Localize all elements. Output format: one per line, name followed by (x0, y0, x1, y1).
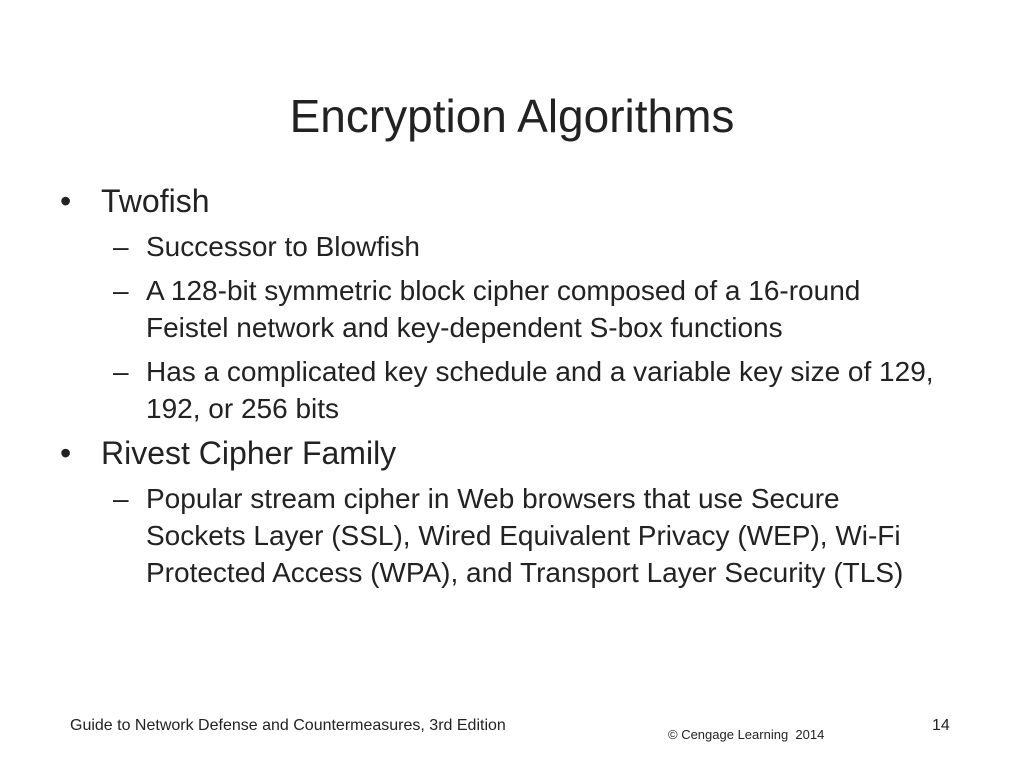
bullet-icon: • (60, 183, 72, 219)
sub-item (56, 480, 956, 591)
slide-body (56, 182, 956, 598)
dash-icon: – (113, 231, 129, 262)
sub-item (56, 228, 956, 265)
bullet-group-rivest (56, 434, 956, 591)
sub-item-text: A 128-bit symmetric block cipher composed of a 16-round Feistel network and key-dependent S-box functions (146, 275, 861, 343)
dash-icon: – (113, 483, 129, 514)
dash-icon: – (113, 356, 129, 387)
sub-item (56, 272, 956, 346)
bullet-icon: • (60, 435, 72, 471)
bullet-group-twofish (56, 182, 956, 427)
sub-item-text: Successor to Blowfish (146, 231, 420, 262)
bullet-text: Rivest Cipher Family (101, 435, 397, 471)
sub-item (56, 353, 956, 427)
dash-icon: – (113, 275, 129, 306)
bullet-text: Twofish (101, 183, 210, 219)
sub-item-text: Popular stream cipher in Web browsers that use Secure Sockets Layer (SSL), Wired Equivalent Privacy (WEP), Wi-Fi Protected Access (WPA), and Transport Layer Security (TLS) (146, 483, 904, 588)
slide-title: Encryption Algorithms (289, 90, 735, 142)
footer-book-title: Guide to Network Defense and Countermeasures, 3rd Edition (70, 717, 506, 734)
sub-item-text: Has a complicated key schedule and a variable key size of 129, 192, or 256 bits (146, 356, 934, 424)
bullet-item (56, 434, 956, 472)
footer-copyright: © Cengage Learning 2014 (668, 727, 825, 742)
page-number: 14 (932, 717, 950, 734)
bullet-item (56, 182, 956, 220)
